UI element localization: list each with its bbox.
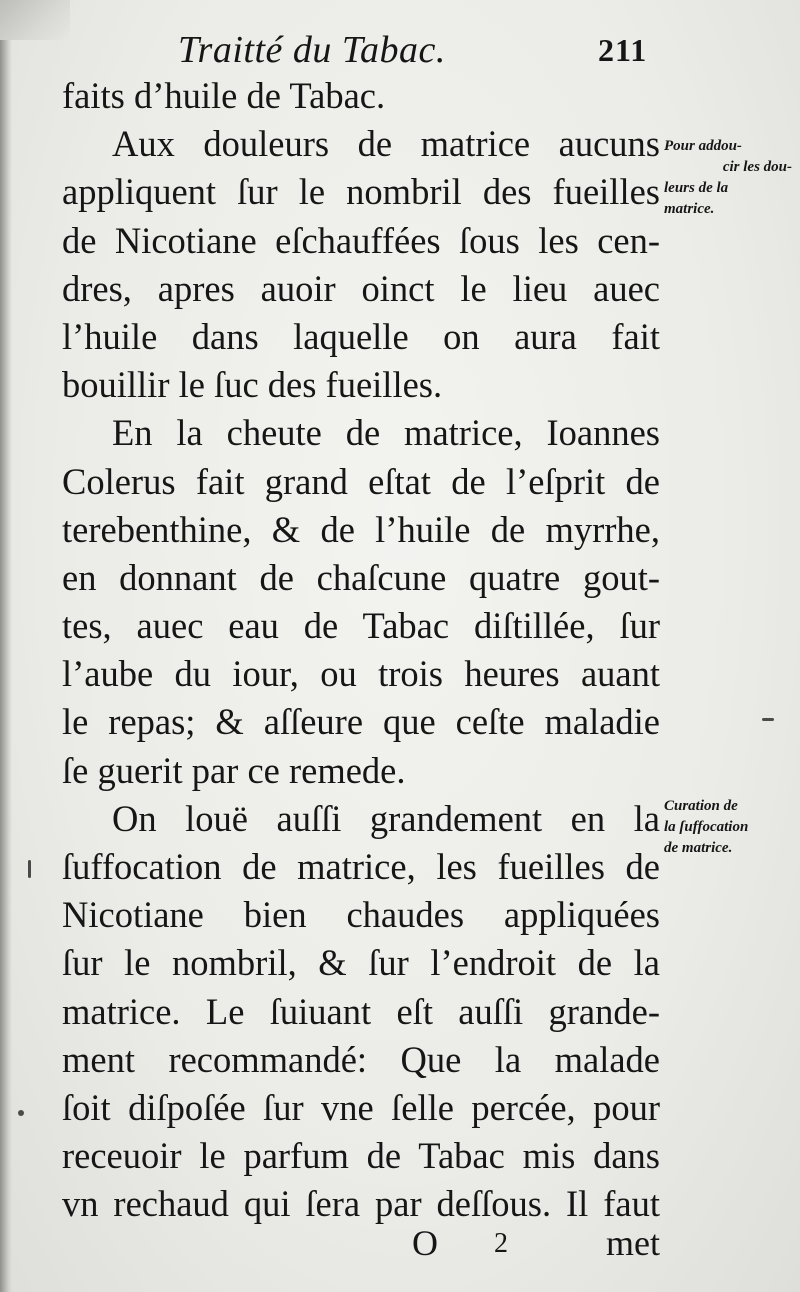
- text-line: Nicotiane bien chaudes appliquées: [62, 894, 660, 936]
- margin-note-line: de matrice.: [664, 840, 733, 856]
- text-line: le repas; & aſſeure que ceſte maladie: [62, 701, 660, 743]
- text-line: appliquent ſur le nombril des fueilles: [62, 171, 660, 213]
- text-line: faits d’huile de Tabac.: [62, 75, 386, 116]
- text-line: en donnant de chaſcune quatre gout-: [62, 556, 660, 598]
- margin-note-line: matrice.: [664, 201, 715, 217]
- margin-note-line: Curation de: [664, 798, 738, 814]
- text-line: ſoit diſpoſée ſur vne ſelle percée, pour: [62, 1086, 660, 1128]
- margin-note-suffocation-cure: [664, 796, 792, 859]
- margin-note-line: cir les dou-: [722, 159, 792, 175]
- text-line: ſuffocation de matrice, les fueilles de: [62, 846, 660, 887]
- text-line: ſe guerit par ce remede.: [62, 749, 406, 791]
- margin-note-line: leurs de la: [664, 180, 729, 196]
- text-line: dres, apres auoir oinct le lieu auec: [62, 267, 660, 309]
- text-line: Colerus fait grand eſtat de l’eſprit de: [62, 460, 660, 502]
- margin-note-pain-relief: [664, 136, 792, 220]
- ink-speck: [18, 1110, 24, 1116]
- text-line: de Nicotiane eſchauffées ſous les cen-: [62, 219, 660, 261]
- ink-speck: [28, 860, 31, 878]
- text-line: l’aube du iour, ou trois heures auant: [62, 653, 660, 695]
- text-line: On louë auſſi grandement en la: [112, 797, 660, 839]
- text-line: ſur le nombril, & ſur l’endroit de la: [62, 942, 660, 984]
- signature-number: 2: [494, 1228, 508, 1259]
- page-number: 211: [598, 32, 648, 68]
- margin-note-line: Pour addou-: [664, 138, 742, 154]
- text-line: tes, auec eau de Tabac diſtillée, ſur: [62, 605, 660, 647]
- page-footer: [0, 1222, 800, 1272]
- text-line: Aux douleurs de matrice aucuns: [112, 123, 660, 165]
- text-line: matrice. Le ſuiuant eſt auſſi grande-: [62, 990, 660, 1032]
- text-line: bouillir le ſuc des fueilles.: [62, 364, 443, 406]
- text-line: l’huile dans laquelle on aura fait: [62, 315, 660, 357]
- text-line: ment recommandé: Que la malade: [62, 1038, 660, 1080]
- text-line: receuoir le parfum de Tabac mis dans: [62, 1135, 660, 1177]
- page-header: [0, 28, 800, 78]
- text-line: terebenthine, & de l’huile de myrrhe,: [62, 508, 660, 550]
- body-text: [62, 72, 660, 1229]
- margin-note-line: la ſuffocation: [664, 819, 749, 835]
- signature-mark: O: [412, 1223, 438, 1263]
- running-title: Traitté du Tabac.: [178, 29, 446, 71]
- text-line: vn rechaud qui ſera par deſſous. Il faut: [62, 1183, 660, 1225]
- ink-speck: [762, 718, 774, 721]
- page-gutter-shadow: [0, 0, 12, 1292]
- catchword: met: [606, 1223, 660, 1263]
- text-line: En la cheute de matrice, Ioannes: [112, 412, 660, 454]
